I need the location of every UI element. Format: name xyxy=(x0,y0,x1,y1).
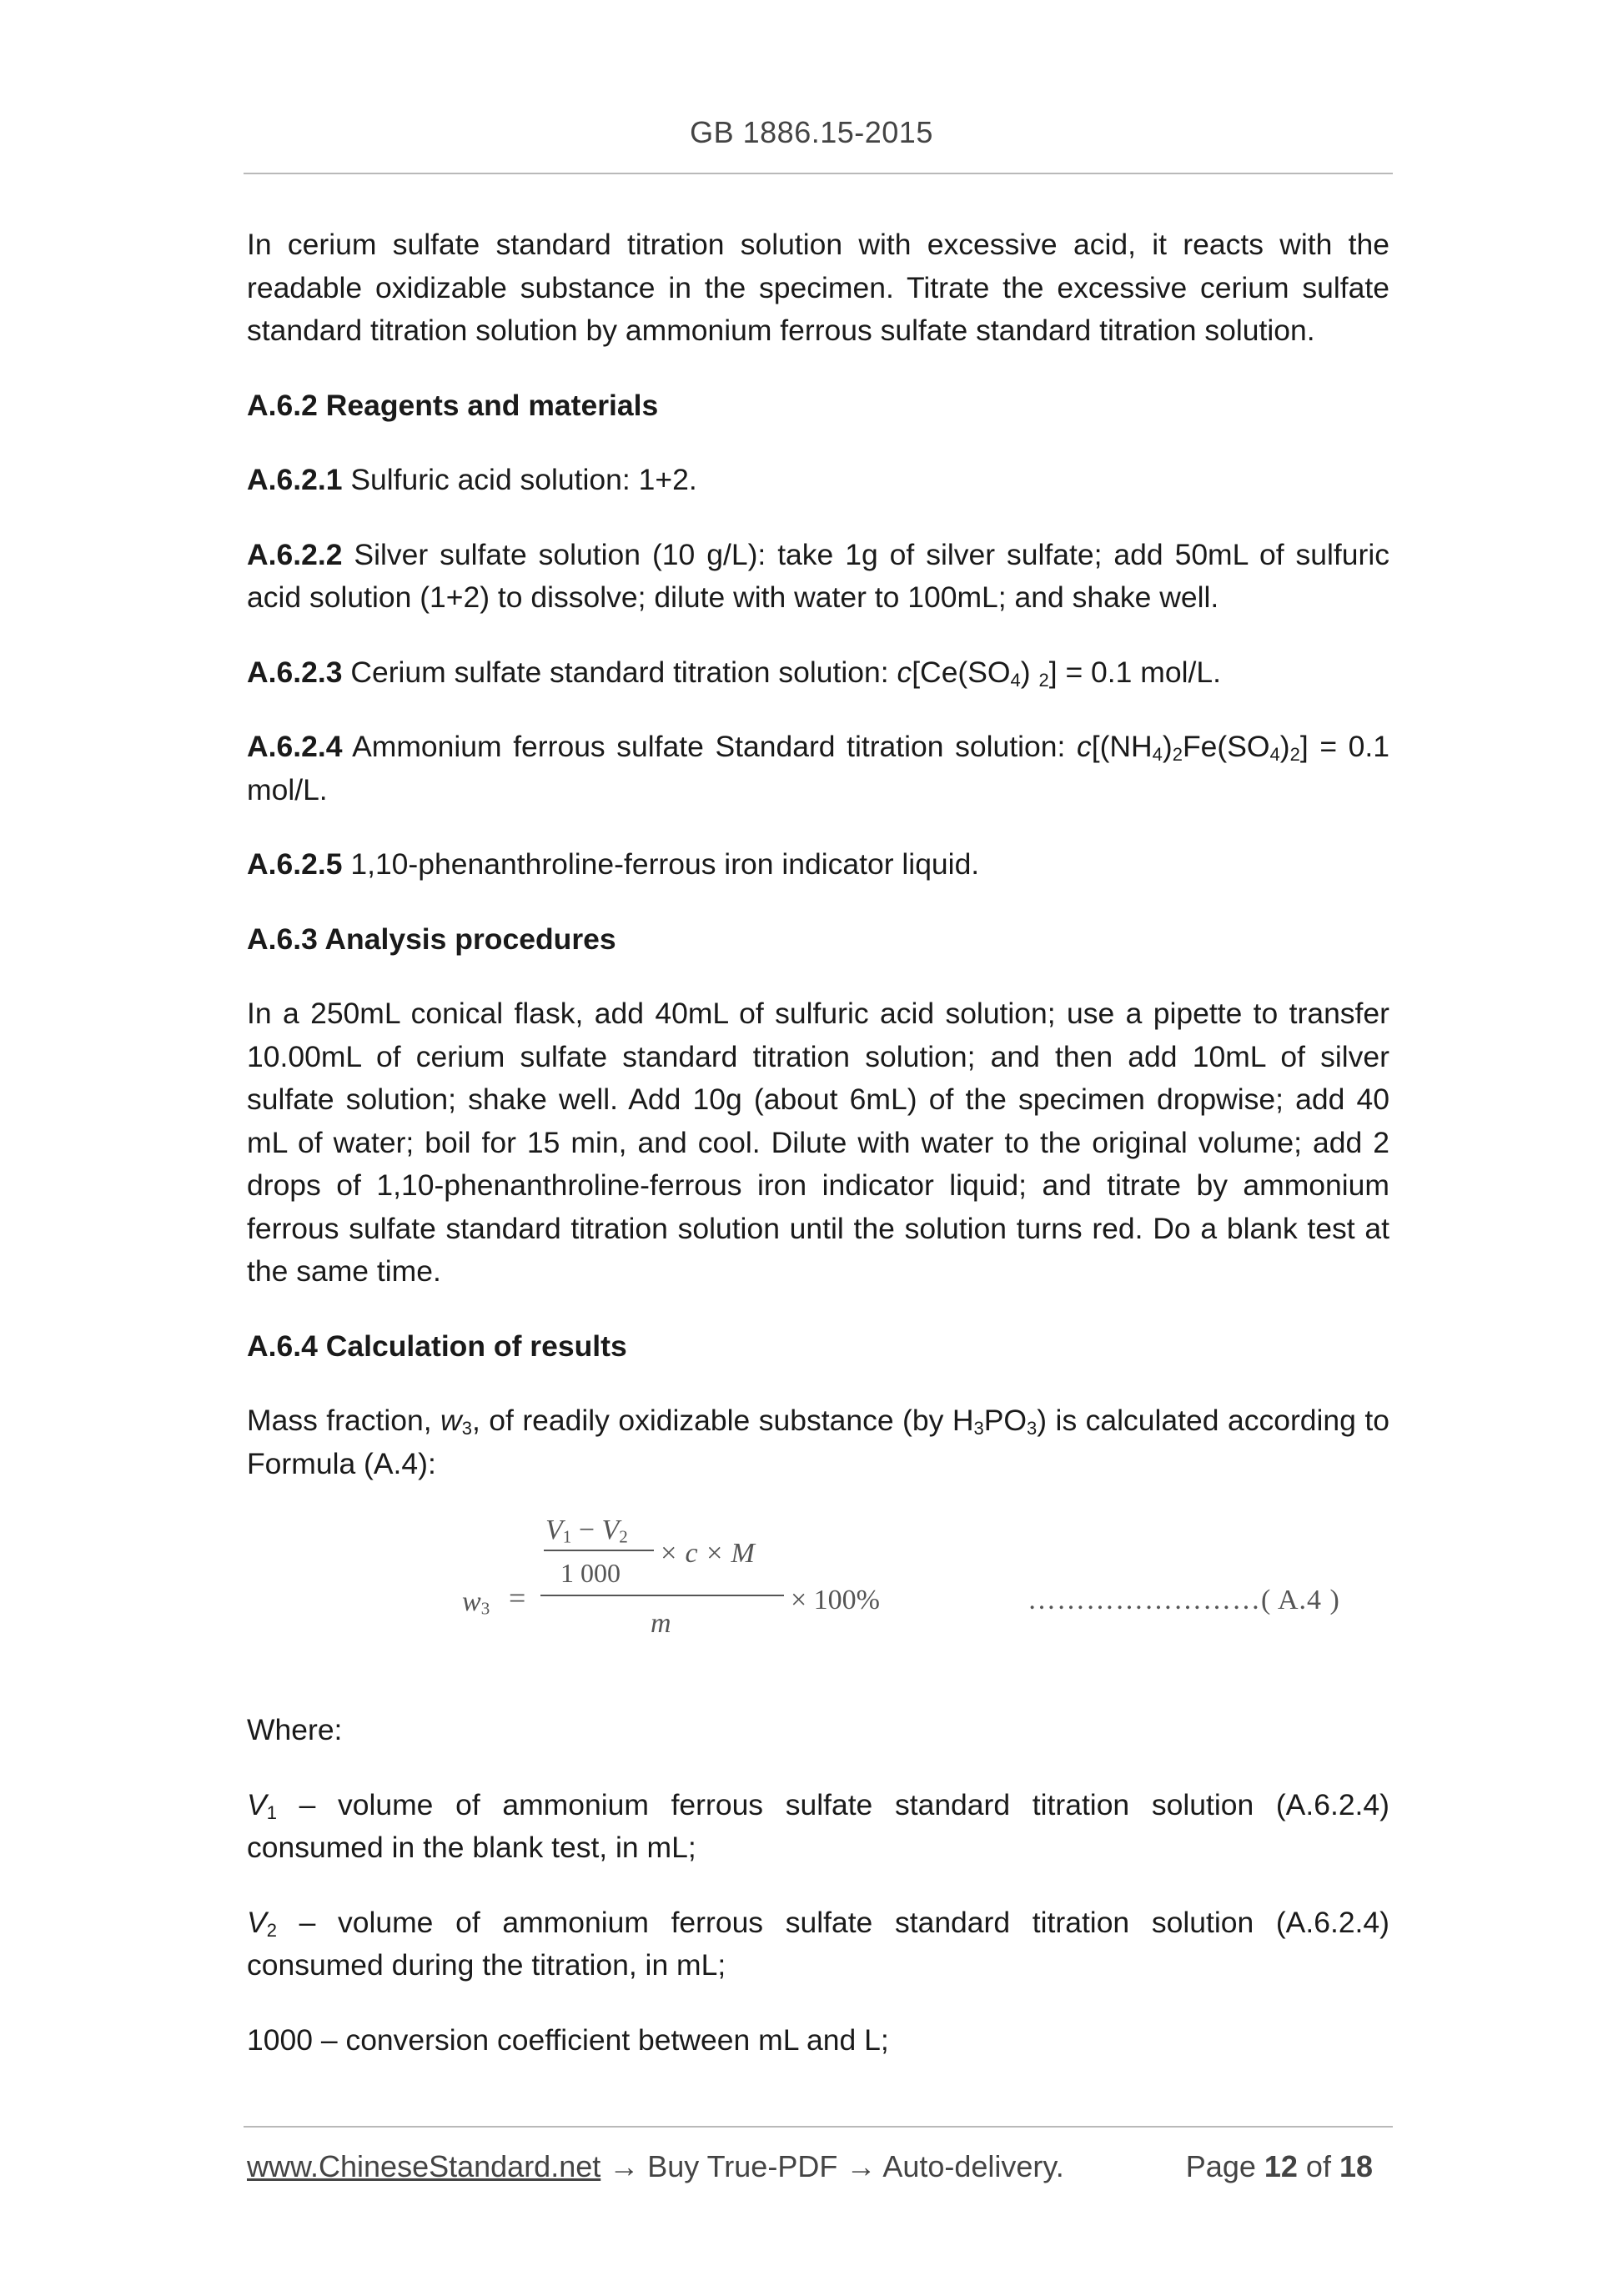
clause-a623: A.6.2.3 Cerium sulfate standard titration solution: $c[Ce(SO_4) _2] = 0.1$ mol/L. xyxy=(247,655,1221,691)
section-heading-a64: A.6.4 Calculation of results xyxy=(247,1329,627,1363)
formula-inner-numerator: $V_1 - V_2$ xyxy=(545,1515,628,1547)
website-link[interactable]: www.ChineseStandard.net xyxy=(247,2149,601,2183)
page-total: 18 xyxy=(1339,2149,1373,2183)
clause-a625 xyxy=(247,843,1389,887)
footer-tagline: → Buy True-PDF → Auto-delivery. xyxy=(600,2149,1064,2183)
where-label: Where: xyxy=(247,1713,343,1746)
formula-tag: ……………………( A.4 ) xyxy=(1028,1585,1340,1615)
definition-1000: 1000 – conversion coefficient between mL and L; xyxy=(247,2022,889,2057)
document-body xyxy=(247,224,1389,2093)
mass-fraction-paragraph: Mass fraction, $w_3$, of readily oxidizable substance (by $H_3PO_3$) is calculated according to Formula (A.4): xyxy=(247,1404,1389,1480)
formula-denominator: m xyxy=(651,1608,671,1639)
footer-divider xyxy=(244,2126,1393,2128)
page-number: 12 xyxy=(1264,2149,1298,2183)
clause-a622 xyxy=(247,534,1389,620)
clause-a624: A.6.2.4 Ammonium ferrous sulfate Standard titration solution: $c[(NH_4)_2Fe(SO_4)_2] = 0.1$ mol/L. xyxy=(247,730,1389,806)
intro-paragraph: In cerium sulfate standard titration solution with excessive acid, it reacts with the readable oxidizable substance in the specimen. Titrate the excessive cerium sulfate standard titration solution by ammonium ferrous sulfate standard titration solution. xyxy=(247,228,1389,347)
formula-multiplier: × c × M xyxy=(659,1538,755,1569)
formula-a4 xyxy=(247,1509,1389,1667)
clause-text: 1,10-phenanthroline-ferrous iron indicator liquid. xyxy=(342,847,980,881)
clause-a621 xyxy=(247,459,1389,502)
definition-v1: $V_1$ – volume of ammonium ferrous sulfate standard titration solution (A.6.2.4) consumed in the blank test, in mL; xyxy=(247,1787,1389,1864)
formula-main-fraction-bar xyxy=(540,1595,784,1596)
section-heading-a62: A.6.2 Reagents and materials xyxy=(247,388,659,422)
formula-inner-fraction-bar xyxy=(544,1550,654,1551)
definition-v2: $V_2$ – volume of ammonium ferrous sulfate standard titration solution (A.6.2.4) consumed during the titration, in mL; xyxy=(247,1905,1389,1982)
formula-inner-denominator: 1 000 xyxy=(560,1558,621,1588)
clause-text: Silver sulfate solution (10 g/L): take 1g of silver sulfate; add 50mL of sulfuric acid solution (1+2) to dissolve; dilute with water to 100mL; and shake well. xyxy=(247,537,1389,614)
procedure-paragraph: In a 250mL conical flask, add 40mL of sulfuric acid solution; use a pipette to transfer 10.00mL of cerium sulfate standard titration solution; and then add 10mL of silver sulfate solution; shake well. Add 10g (about 6mL) of the specimen dropwise; add 40 mL of water; boil for 15 min, and cool. Dilute with water to the original volume; add 2 drops of 1,10-phenanthroline-ferrous iron indicator liquid; and titrate by ammonium ferrous sulfate standard titration solution until the solution turns red. Do a blank test at the same time. xyxy=(247,997,1389,1288)
clause-number: A.6.2.2 xyxy=(247,537,343,571)
formula-equals: = xyxy=(509,1581,526,1615)
formula-lhs: $w_3$ xyxy=(462,1586,490,1619)
page-header: GB 1886.15-2015 xyxy=(690,115,933,149)
header-divider xyxy=(244,173,1393,174)
page-footer xyxy=(247,2149,1389,2184)
section-heading-a63: A.6.3 Analysis procedures xyxy=(247,922,616,956)
clause-number: A.6.2.3 xyxy=(247,655,343,689)
clause-number: A.6.2.4 xyxy=(247,730,343,763)
clause-text: Sulfuric acid solution: 1+2. xyxy=(342,463,697,496)
clause-number: A.6.2.1 xyxy=(247,463,343,496)
page-indicator: Page 12 of 18 xyxy=(1185,2149,1373,2183)
formula-percent: × 100% xyxy=(791,1585,880,1615)
clause-number: A.6.2.5 xyxy=(247,847,343,881)
